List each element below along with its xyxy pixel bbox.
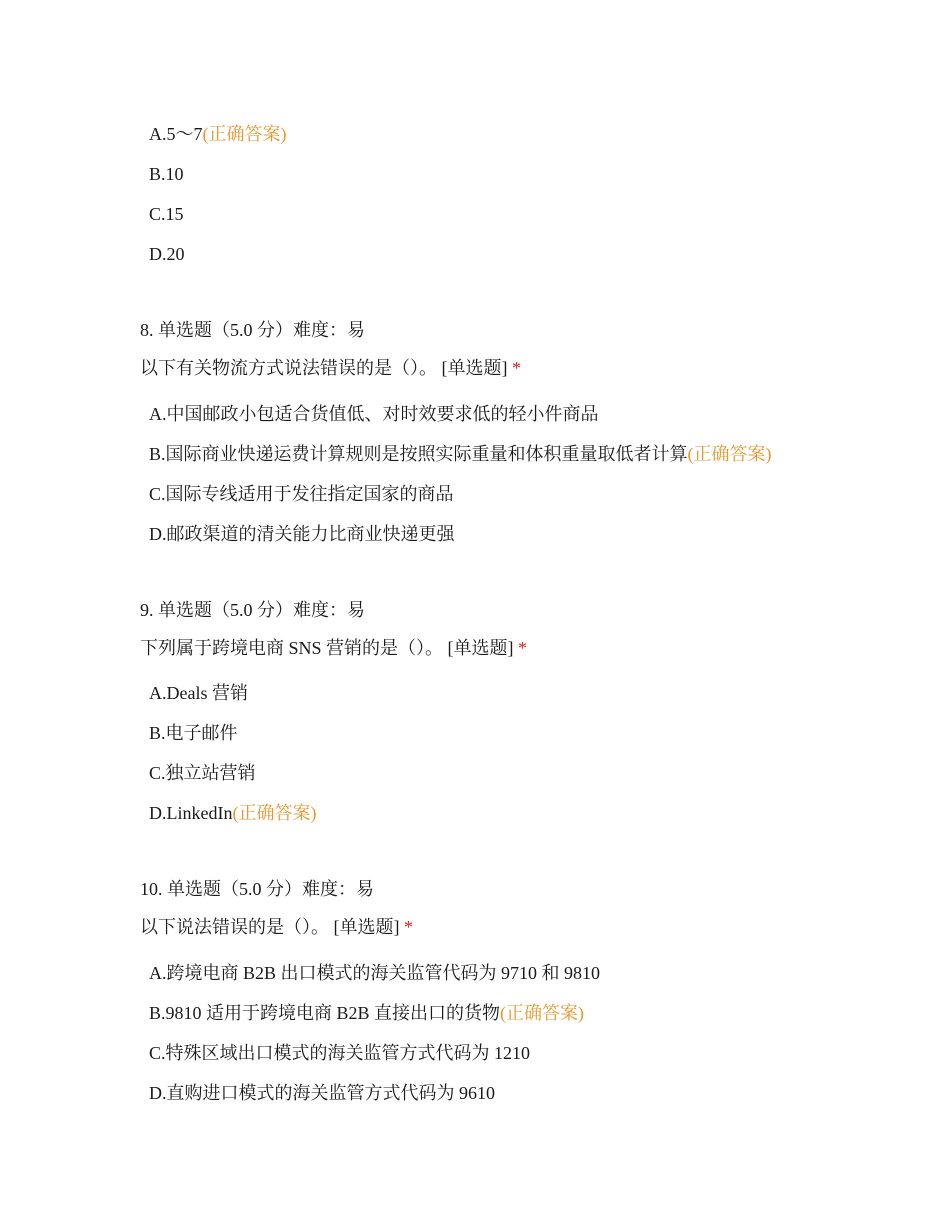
question-10-option-c[interactable] (149, 1033, 600, 1073)
required-star: * (512, 358, 521, 378)
question-text: 下列属于跨境电商 SNS 营销的是（）。 [单选题] (140, 638, 514, 658)
question-10 (140, 870, 413, 956)
option-label: C.特殊区域出口模式的海关监管方式代码为 1210 (149, 1043, 531, 1063)
option-label: A.中国邮政小包适合货值低、对时效要求低的轻小件商品 (149, 404, 599, 424)
question-9-option-a[interactable] (149, 673, 316, 713)
question-7-option-a[interactable] (149, 114, 287, 154)
question-8 (140, 311, 521, 397)
option-label: C.15 (149, 204, 184, 224)
question-8-option-c[interactable] (149, 474, 772, 514)
question-7-option-d[interactable] (149, 234, 287, 274)
option-label: B.电子邮件 (149, 723, 238, 743)
question-8-option-a[interactable] (149, 394, 772, 434)
question-10-option-a[interactable] (149, 953, 600, 993)
question-8-header: 8. 单选题（5.0 分）难度：易 (140, 320, 365, 340)
question-text: 以下有关物流方式说法错误的是（）。 [单选题] (140, 358, 508, 378)
option-label: C.独立站营销 (149, 763, 256, 783)
option-label: D.直购进口模式的海关监管方式代码为 9610 (149, 1083, 495, 1103)
option-label: C.国际专线适用于发往指定国家的商品 (149, 484, 454, 504)
question-10-options (149, 953, 600, 1113)
question-10-option-b[interactable] (149, 993, 600, 1033)
question-9-options (149, 673, 316, 833)
question-9-option-d[interactable] (149, 793, 316, 833)
required-star: * (518, 638, 528, 658)
question-10-header: 10. 单选题（5.0 分）难度：易 (140, 879, 374, 899)
question-8-option-b[interactable] (149, 434, 772, 474)
option-label: D.邮政渠道的清关能力比商业快递更强 (149, 524, 455, 544)
question-10-stem (140, 908, 413, 946)
option-label: A.5～7 (149, 124, 203, 144)
question-10-option-d[interactable] (149, 1073, 600, 1113)
question-8-stem (140, 349, 521, 387)
question-9-option-b[interactable] (149, 713, 316, 753)
correct-answer-marker: (正确答案) (232, 803, 317, 823)
option-label: A.Deals 营销 (149, 683, 248, 703)
option-label: D.20 (149, 244, 185, 264)
question-7-option-c[interactable] (149, 194, 287, 234)
question-8-options (149, 394, 772, 554)
required-star: * (404, 917, 413, 937)
question-9-header: 9. 单选题（5.0 分）难度：易 (140, 600, 365, 620)
question-9-stem (140, 629, 527, 667)
question-text: 以下说法错误的是（）。 [单选题] (140, 917, 400, 937)
option-label: B.国际商业快递运费计算规则是按照实际重量和体积重量取低者计算 (149, 444, 688, 464)
option-label: A.跨境电商 B2B 出口模式的海关监管代码为 9710 和 9810 (149, 963, 601, 983)
question-9 (140, 591, 527, 677)
question-7-options (149, 114, 287, 274)
question-7-option-b[interactable] (149, 154, 287, 194)
correct-answer-marker: (正确答案) (687, 444, 772, 464)
option-label: B.10 (149, 164, 184, 184)
option-label: B.9810 适用于跨境电商 B2B 直接出口的货物 (149, 1003, 501, 1023)
correct-answer-marker: (正确答案) (202, 124, 287, 144)
option-label: D.LinkedIn (149, 803, 233, 823)
question-8-option-d[interactable] (149, 514, 772, 554)
correct-answer-marker: (正确答案) (500, 1003, 585, 1023)
question-9-option-c[interactable] (149, 753, 316, 793)
